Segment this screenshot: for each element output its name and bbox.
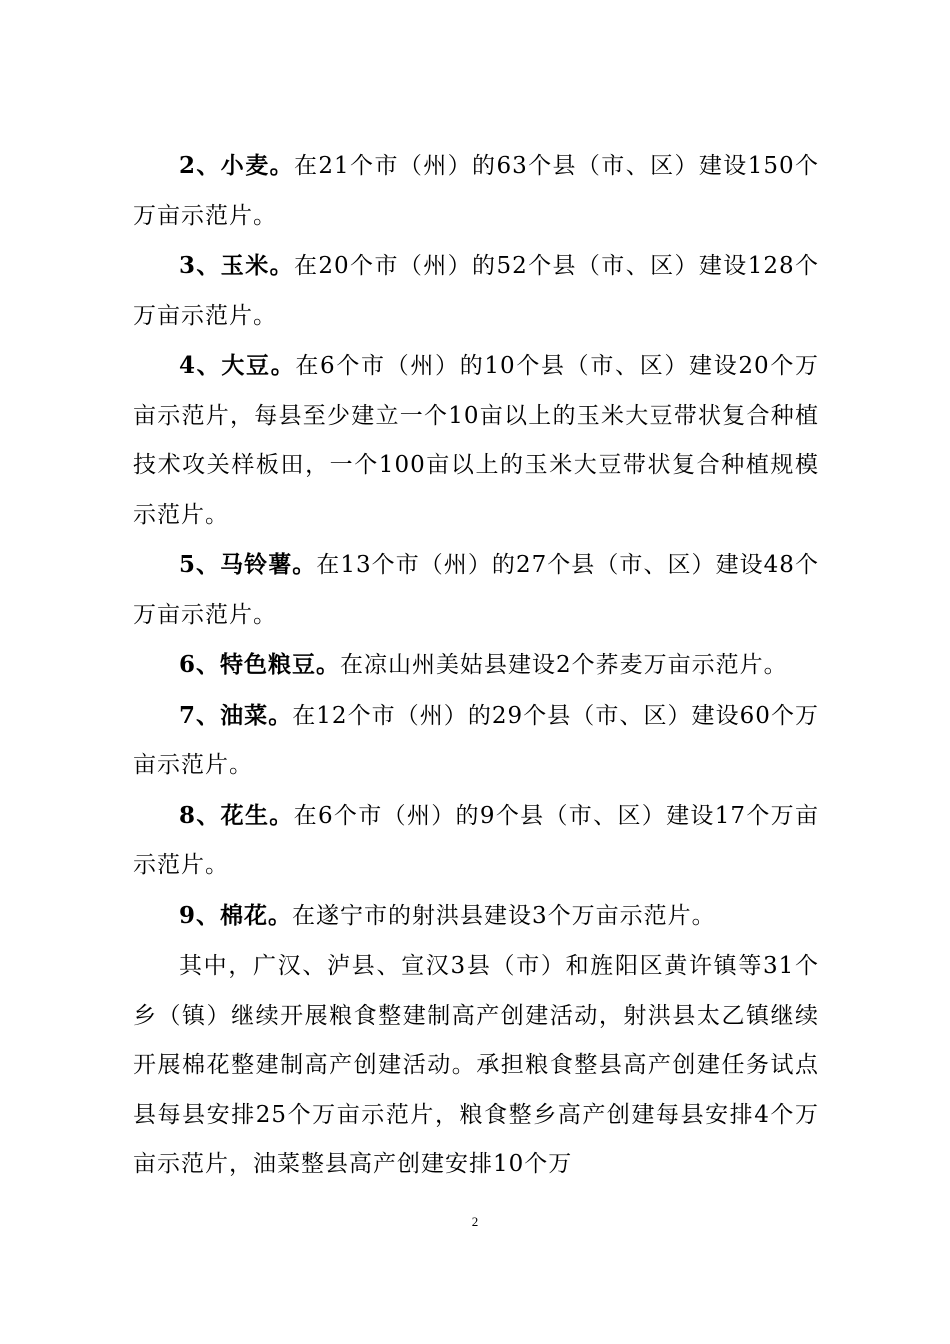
paragraph-text: 在13个市（州）的27个县（市、区）建设48个万亩示范片。 — [133, 552, 819, 628]
paragraph-text: 在6个市（州）的10个县（市、区）建设20个万亩示范片，每县至少建立一个10亩以上的玉米大豆带状复合种植技术攻关样板田，一个100亩以上的玉米大豆带状复合种植规模示范片。 — [133, 353, 819, 528]
paragraph-corn — [133, 241, 819, 341]
paragraph-text: 在遂宁市的射洪县建设3个万亩示范片。 — [292, 902, 716, 929]
paragraph-soybean — [133, 341, 819, 540]
paragraph-heading: 2、小麦。 — [179, 152, 294, 179]
paragraph-heading: 3、玉米。 — [179, 252, 294, 279]
paragraph-wheat — [133, 141, 819, 241]
page-number: 2 — [471, 1214, 479, 1229]
paragraph-text: 在20个市（州）的52个县（市、区）建设128个万亩示范片。 — [133, 253, 819, 329]
paragraph-rapeseed — [133, 691, 819, 791]
paragraph-text: 其中，广汉、泸县、宣汉3县（市）和旌阳区黄许镇等31个乡（镇）继续开展粮食整建制高产创建活动，射洪县太乙镇继续开展棉花整建制高产创建活动。承担粮食整县高产创建任务试点县每县安排25个万亩示范片，粮食整乡高产创建每县安排4个万亩示范片，油菜整县高产创建安排10个万 — [133, 953, 819, 1177]
paragraph-heading: 8、花生。 — [179, 801, 294, 829]
paragraph-heading: 6、特色粮豆。 — [179, 651, 341, 678]
document-body — [133, 141, 819, 1190]
paragraph-heading: 7、油菜。 — [179, 701, 293, 729]
paragraph-text: 在凉山州美姑县建设2个荞麦万亩示范片。 — [340, 652, 788, 678]
paragraph-potato — [133, 540, 819, 640]
paragraph-text: 在21个市（州）的63个县（市、区）建设150个万亩示范片。 — [133, 153, 819, 229]
paragraph-heading: 5、马铃薯。 — [179, 551, 317, 578]
paragraph-cotton — [133, 891, 819, 942]
paragraph-heading: 9、棉花。 — [179, 901, 293, 929]
paragraph-specialty-grains — [133, 640, 819, 691]
paragraph-heading: 4、大豆。 — [179, 352, 296, 379]
paragraph-peanut — [133, 791, 819, 891]
paragraph-text: 在12个市（州）的29个县（市、区）建设60个万亩示范片。 — [133, 702, 819, 778]
paragraph-text: 在6个市（州）的9个县（市、区）建设17个万亩示范片。 — [133, 802, 819, 878]
paragraph-summary — [133, 941, 819, 1190]
